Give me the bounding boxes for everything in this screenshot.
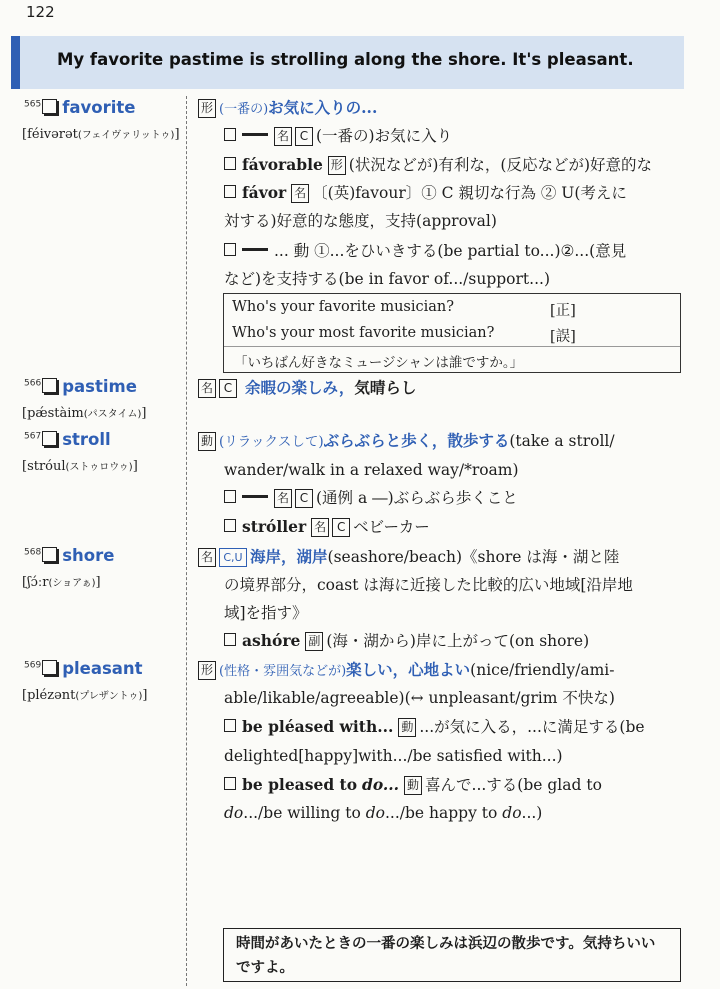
checkbox-icon: [224, 128, 236, 141]
headword-text: shore: [62, 546, 115, 565]
divider: [224, 346, 680, 347]
checkbox-icon: [224, 185, 236, 198]
example-correct-tag: [正]: [550, 303, 576, 319]
example-sentence-banner: [11, 36, 684, 89]
entry-number: 569: [24, 660, 42, 671]
pronunciation-favorite: [féivərət(フェイヴァリットゥ)]: [22, 127, 180, 142]
pastime-def-line: 名 C 余暇の楽しみ，気晴らし: [198, 377, 416, 399]
pleasant-def-line-2: able/likable/agreeable)(↔ unpleasant/grim 不快な): [224, 689, 615, 707]
favor-line: fávor 名 〔(英)favour〕① C 親切な行為 ② U(考えに: [224, 182, 627, 204]
column-divider: [186, 96, 187, 986]
favor-line-2: 対する)好意的な態度，支持(approval): [224, 212, 497, 230]
pronunciation-pastime: [pǽstàim(パスタイム)]: [22, 406, 147, 421]
entry-number: 566: [24, 378, 42, 389]
usage-example-box: [223, 293, 681, 373]
pleasant-def-line: 形 (性格・雰囲気などが)楽しい，心地よい(nice/friendly/ami-: [198, 659, 615, 683]
checkbox-icon: [224, 157, 236, 170]
checkbox-icon[interactable]: [42, 547, 57, 562]
example-wrong: Who's your most favorite musician?: [232, 325, 495, 341]
shore-def-line-3: 域]を指す》: [224, 604, 308, 622]
headword-favorite: [24, 98, 135, 117]
checkbox-icon: [224, 490, 236, 503]
headword-text: favorite: [62, 98, 136, 117]
be-pleased-with-line: be pléased with... 動 ...が気に入る，...に満足する(be: [224, 716, 645, 738]
pronunciation-stroll: [stróul(ストゥロウゥ)]: [22, 459, 138, 474]
headword-shore: [24, 546, 114, 565]
stroll-noun-line: 名 C (通例 a ―)ぶらぶら歩くこと: [224, 487, 518, 509]
favorite-def-line: 形 (一番の)お気に入りの...: [198, 97, 377, 121]
favor-verb-line-2: など)を支持する(be in favor of.../support...): [224, 270, 550, 288]
checkbox-icon[interactable]: [42, 99, 57, 114]
be-pleased-to-line: be pleased to do... 動 喜んで...する(be glad to: [224, 774, 602, 796]
example-translation: 「いちばん好きなミュージシャンは誰ですか。」: [234, 355, 524, 371]
checkbox-icon: [224, 633, 236, 646]
shore-def-line: 名 C,U 海岸，湖岸(seashore/beach)《shore は海・湖と陸: [198, 546, 619, 568]
ashore-line: ashóre 副 (海・湖から)岸に上がって(on shore): [224, 630, 589, 652]
favor-verb-line: ... 動 ①...をひいきする(be partial to...)②...(意見: [224, 240, 626, 262]
headword-pleasant: [24, 659, 143, 678]
headword-stroll: [24, 430, 111, 449]
headword-pastime: [24, 377, 137, 396]
checkbox-icon: [224, 719, 236, 732]
translation-box: 時間があいたときの一番の楽しみは浜辺の散歩です。気持ちいいですよ。: [223, 928, 681, 982]
stroller-line: stróller 名 C ベビーカー: [224, 516, 430, 538]
checkbox-icon: [224, 243, 236, 256]
checkbox-icon[interactable]: [42, 660, 57, 675]
adjective-badge: 形: [198, 99, 216, 118]
example-correct: Who's your favorite musician?: [232, 299, 455, 315]
stroll-def-line-2: wander/walk in a relaxed way/*roam): [224, 461, 519, 479]
be-pleased-to-line-2: do.../be willing to do.../be happy to do...): [224, 804, 543, 822]
checkbox-icon[interactable]: [42, 431, 57, 446]
be-pleased-with-line-2: delighted[happy]with.../be satisfied with...): [224, 747, 563, 765]
favorable-line: fávorable 形 (状況などが)有利な，(反応などが)好意的な: [224, 154, 652, 176]
headword-text: pleasant: [62, 659, 143, 678]
entry-number: 568: [24, 547, 42, 558]
headword-text: pastime: [62, 377, 137, 396]
page-number: 122: [26, 3, 55, 21]
entry-number: 567: [24, 431, 42, 442]
favorite-noun-line: 名 C (一番の)お気に入り: [224, 125, 452, 147]
entry-number: 565: [24, 99, 42, 110]
stroll-def-line: 動 (リラックスして)ぶらぶらと歩く，散歩する(take a stroll/: [198, 430, 615, 453]
shore-def-line-2: の境界部分，coast は海に近接した比較的広い地域[沿岸地: [224, 576, 633, 594]
checkbox-icon: [224, 777, 236, 790]
checkbox-icon[interactable]: [42, 378, 57, 393]
banner-sentence: My favorite pastime is strolling along the shore. It's pleasant.: [57, 50, 634, 69]
headword-text: stroll: [62, 430, 111, 449]
pronunciation-shore: [ʃɔ́ːr(ショアぁ)]: [22, 575, 101, 590]
example-wrong-tag: [誤]: [550, 329, 576, 345]
pronunciation-pleasant: [plézənt(プレザントゥ)]: [22, 688, 148, 703]
checkbox-icon: [224, 519, 236, 532]
